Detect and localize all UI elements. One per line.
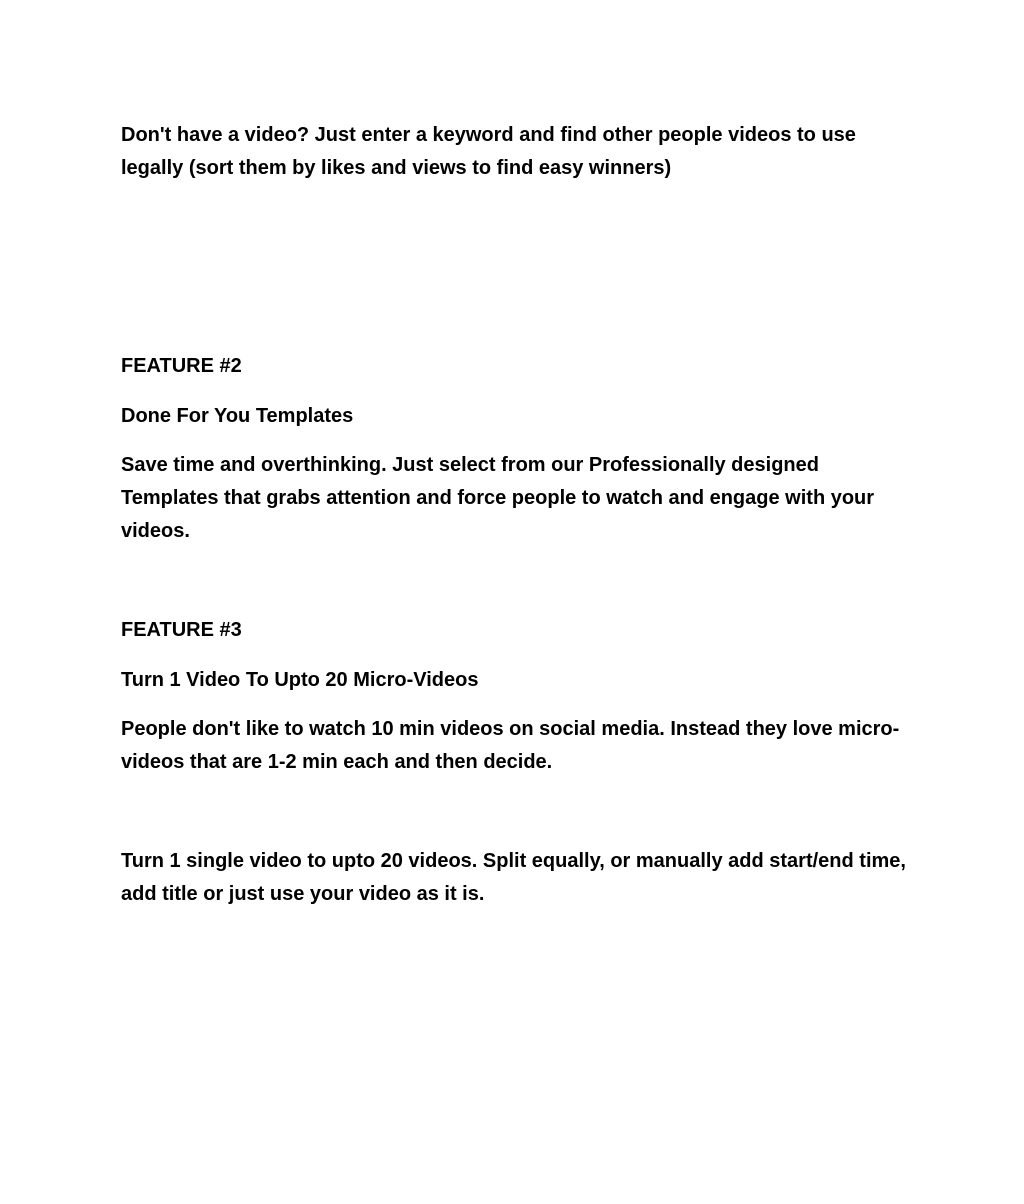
feature-3-extra-paragraph: Turn 1 single video to upto 20 videos. Split equally, or manually add start/end time, add title or just use your video as it is. (121, 850, 906, 905)
feature-3-title: Turn 1 Video To Upto 20 Micro-Videos (121, 669, 479, 691)
feature-2-title: Done For You Templates (121, 405, 354, 427)
feature-3-heading: FEATURE #3 (121, 619, 242, 641)
intro-paragraph: Don't have a video? Just enter a keyword and find other people videos to use legally (sort them by likes and views to find easy winners) (121, 124, 856, 179)
feature-3-body: People don't like to watch 10 min videos on social media. Instead they love micro-videos that are 1-2 min each and then decide. (121, 718, 900, 773)
feature-2-heading: FEATURE #2 (121, 355, 242, 377)
feature-2-body: Save time and overthinking. Just select from our Professionally designed Templates that grabs attention and force people to watch and engage with your videos. (121, 454, 875, 542)
